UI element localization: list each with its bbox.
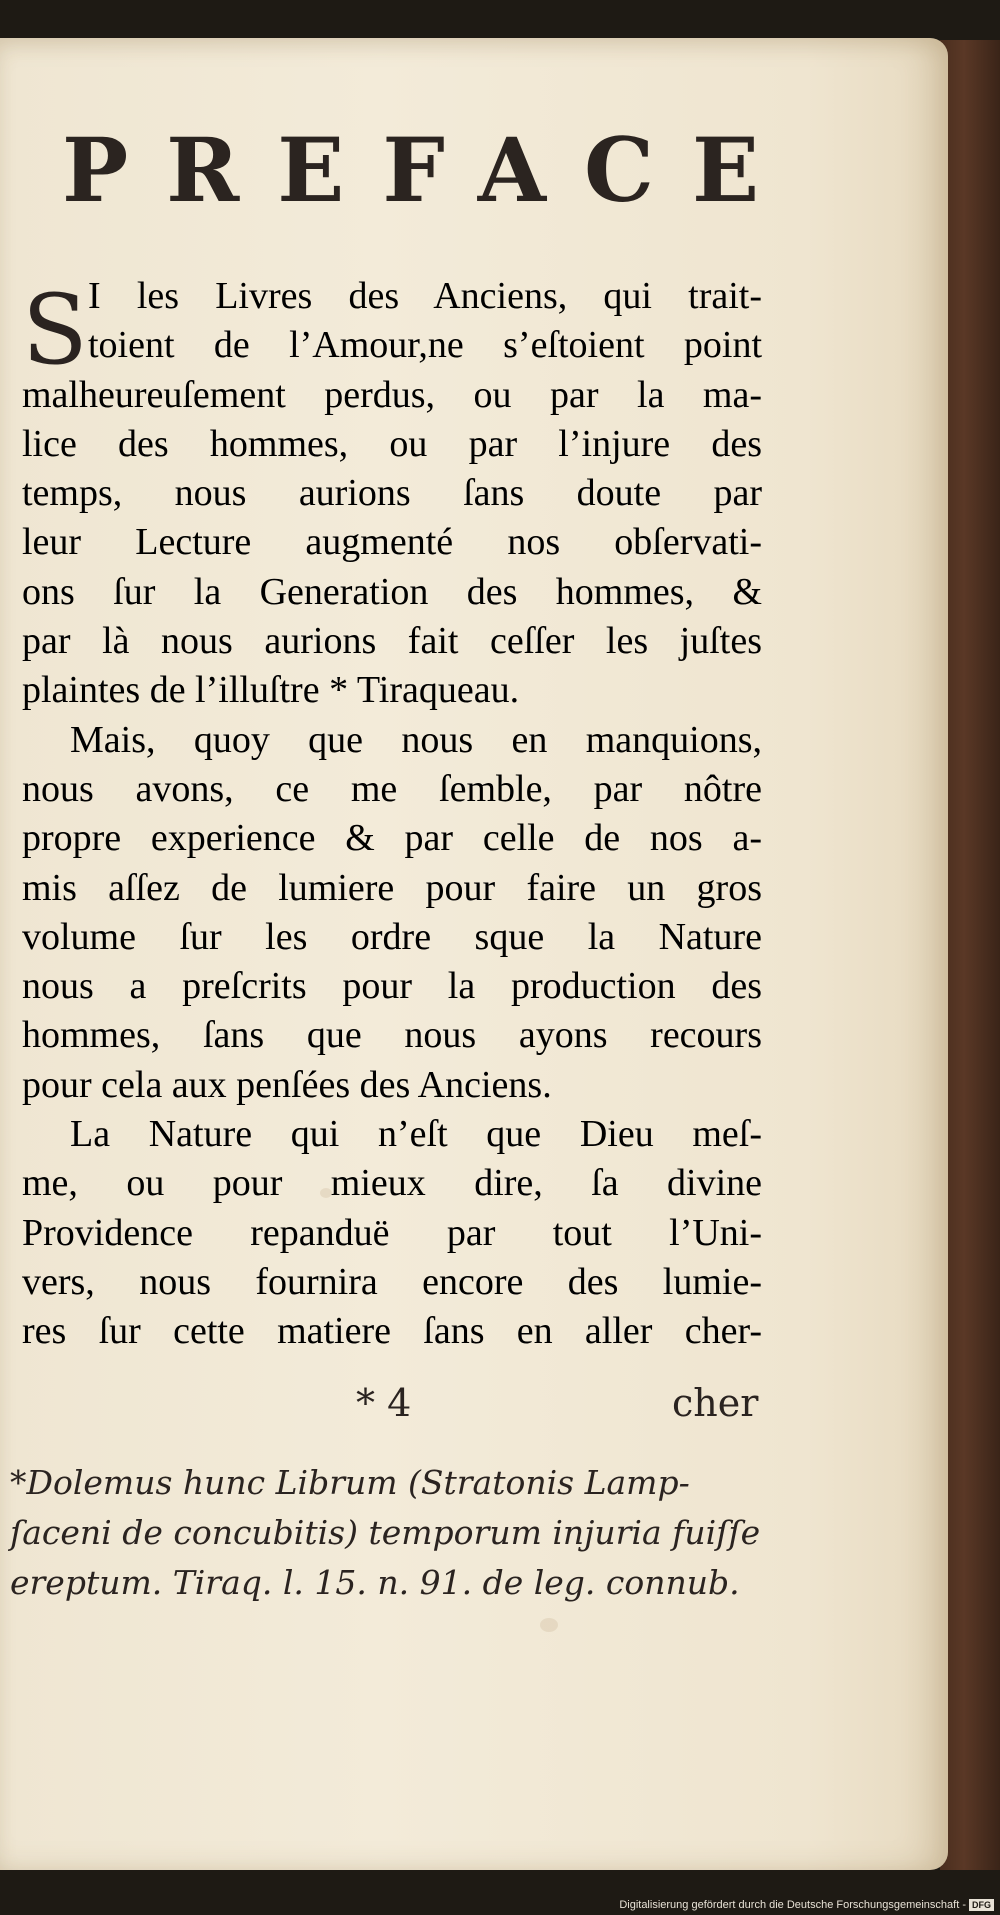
digitization-credit <box>619 1899 994 1911</box>
text-line: propre experience & par celle de nos a- <box>22 817 762 860</box>
text-line: nous avons, ce me ſemble, par nôtre <box>22 767 762 810</box>
credit-text: Digitalisierung gefördert durch die Deutsche Forschungsgemeinschaft - <box>619 1899 966 1911</box>
text-line: toient de l’Amour,ne s’eſtoient point <box>88 324 762 367</box>
text-line: La Nature qui n’eſt que Dieu meſ- <box>70 1113 762 1156</box>
footnote-line: ſaceni de concubitis) temporum injuria fuiſſe <box>10 1513 761 1552</box>
text-line: Mais, quoy que nous en manquions, <box>70 718 762 761</box>
text-line: pour cela aux penſées des Anciens. <box>22 1063 552 1106</box>
text-line: mis aſſez de lumiere pour faire un gros <box>22 866 762 909</box>
text-line: volume ſur les ordre sque la Nature <box>22 915 762 958</box>
body-text <box>22 272 762 1357</box>
catchword: cher <box>672 1381 759 1425</box>
text-line: temps, nous aurions ſans doute par <box>22 472 762 515</box>
dfg-logo: DFG <box>969 1899 994 1911</box>
text-line: malheureuſement perdus, ou par la ma- <box>22 373 762 416</box>
text-line: plaintes de l’illuſtre * Tiraqueau. <box>22 669 520 712</box>
text-line: lice des hommes, ou par l’injure des <box>22 422 762 465</box>
text-line: leur Lecture augmenté nos obſervati- <box>22 521 762 564</box>
text-line: par là nous aurions fait ceſſer les juſtes <box>22 620 762 663</box>
footnote <box>10 1458 770 1608</box>
footnote-line: *Dolemus hunc Librum (Stratonis Lamp- <box>10 1463 690 1502</box>
text-line: I les Livres des Anciens, qui trait- <box>88 275 762 317</box>
text-line: me, ou pour mieux dire, ſa divine <box>22 1162 762 1205</box>
page-title: PREFACE <box>62 118 798 222</box>
foxing-spot <box>540 1618 558 1632</box>
text-line: ons ſur la Generation des hommes, & <box>22 570 762 613</box>
text-line: Providence repanduë par tout l’Uni- <box>22 1211 762 1254</box>
text-line: res ſur cette matiere ſans en aller cher- <box>22 1310 762 1353</box>
text-line: hommes, ſans que nous ayons recours <box>22 1014 762 1057</box>
drop-cap: S <box>22 274 88 386</box>
text-line: nous a preſcrits pour la production des <box>22 965 762 1008</box>
book-cover-edge <box>940 40 1000 1870</box>
signature-mark: * 4 <box>356 1381 412 1425</box>
footnote-line: ereptum. Tiraq. l. 15. n. 91. de leg. connub. <box>10 1563 740 1602</box>
text-line: vers, nous fournira encore des lumie- <box>22 1260 762 1303</box>
